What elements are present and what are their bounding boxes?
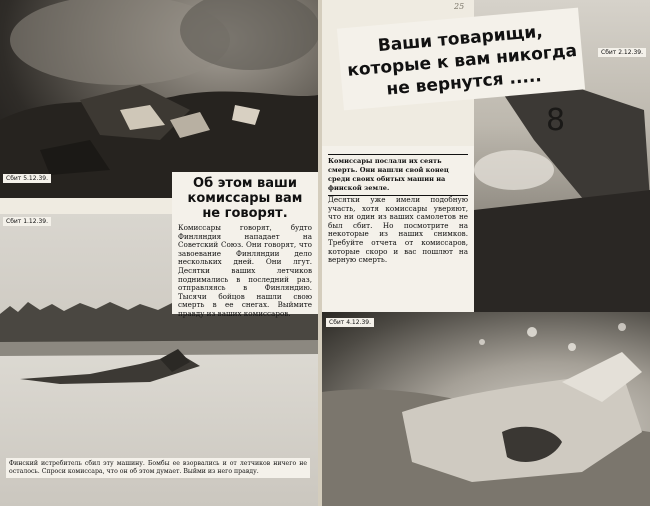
photo-date-label: Сбит 5.12.39. [3, 174, 51, 183]
page-mark: 25 [454, 2, 465, 11]
crash-photo-smoke [0, 0, 318, 198]
right-page [322, 0, 650, 506]
photo-date-label: Сбит 4.12.39. [326, 318, 374, 327]
text-panel [322, 146, 474, 312]
body-text: Десятки уже имели подобную участь, хотя комиссары уверяют, что ни один из ваших самолетов не был сбит. Но посмотрите на некоторые из наших снимков. Требуйте отчета от комиссаров, которые скоро и вас пошлют на верную смерть. [328, 195, 468, 265]
bottom-caption: Финский истребитель сбил эту машину. Бомбы ее взорвались и от летчиков ничего не осталось. Спроси комиссара, что он об этом думает. Выйми из него правду. [6, 458, 310, 478]
headline: Ваши товарищи, которые к вам никогда не вернутся ..... [346, 21, 578, 100]
headline: Об этом ваши комиссары вам не говорят. [187, 176, 303, 221]
svg-text:8: 8 [546, 103, 566, 138]
left-page [0, 0, 318, 506]
headline-box [172, 172, 318, 318]
crash-photo-snow [322, 312, 650, 506]
photo-date-label: Сбит 1.12.39. [3, 217, 51, 226]
lead-text: Комиссары послали их сеять смерть. Они нашли свой конец среди своих обитых машин на финской земле. [328, 154, 468, 196]
wreckage-illustration [0, 0, 318, 198]
body-text: Комиссары говорят, будто Финляндия нападает на Советский Союз. Они говорят, что завоевание Финляндии дело нескольких дней. Они лгут. Десятки ваших летчиков поднимались в последний раз, отправляясь в Финляндию. Тысячи бойцов нашли свою смерть в ее снегах. Выймите правду из ваших комиссаров. [178, 223, 312, 318]
wreck-in-snow-illustration [322, 312, 650, 506]
photo-date-label: Сбит 2.12.39. [598, 48, 646, 57]
